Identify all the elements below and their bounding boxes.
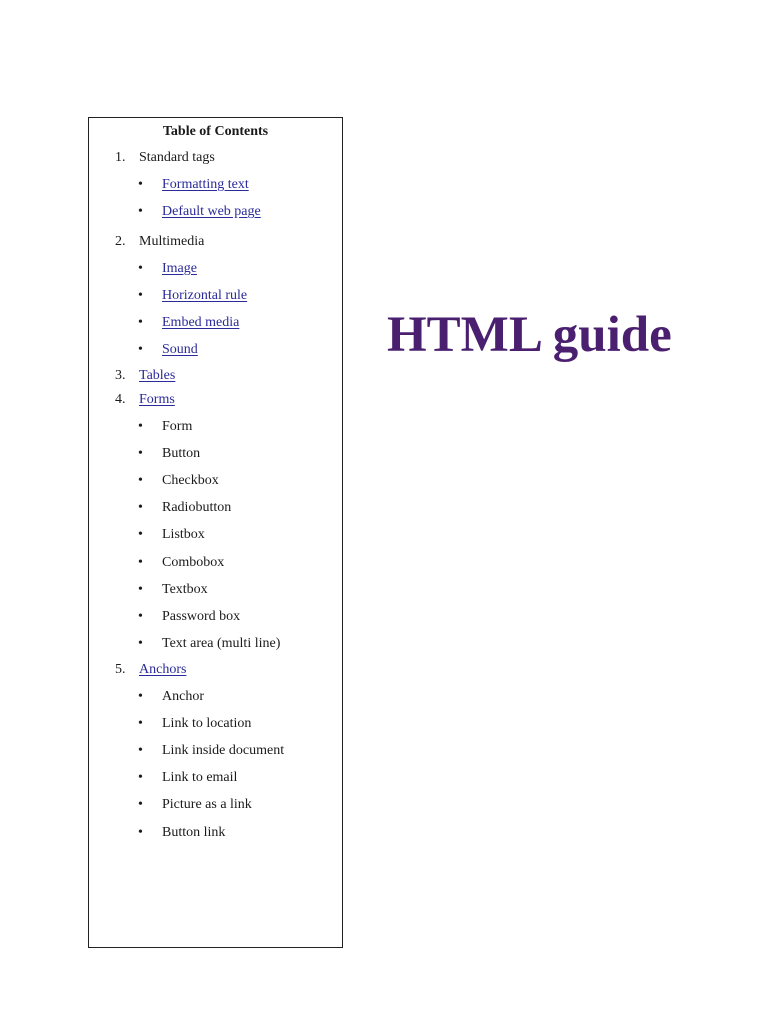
table-of-contents xyxy=(88,117,343,948)
toc-item-label: Button link xyxy=(162,824,226,840)
bullet-icon: • xyxy=(138,581,143,597)
bullet-icon: • xyxy=(138,500,143,516)
bullet-icon: • xyxy=(138,797,143,813)
bullet-icon: • xyxy=(138,635,143,651)
toc-section-link[interactable]: Tables xyxy=(139,368,176,383)
bullet-icon: • xyxy=(138,824,143,840)
toc-item-label: Textbox xyxy=(162,581,208,597)
bullet-icon: • xyxy=(138,743,143,759)
toc-section-link[interactable]: Anchors xyxy=(139,662,187,677)
toc-section-link[interactable]: Forms xyxy=(139,392,175,407)
toc-item-label: Anchor xyxy=(162,689,204,704)
bullet-icon: • xyxy=(138,288,143,304)
bullet-icon: • xyxy=(138,770,143,786)
toc-item-label: Picture as a link xyxy=(162,797,252,813)
bullet-icon: • xyxy=(138,527,143,543)
toc-item-label: Combobox xyxy=(162,554,225,570)
toc-section-number: 4. xyxy=(115,392,126,407)
bullet-icon: • xyxy=(138,177,143,192)
bullet-icon: • xyxy=(138,419,143,434)
bullet-icon: • xyxy=(138,315,143,331)
toc-item-label: Listbox xyxy=(162,527,205,543)
toc-section-label: Multimedia xyxy=(139,234,205,249)
toc-section-number: 2. xyxy=(115,234,126,249)
toc-item-label: Link inside document xyxy=(162,743,285,759)
toc-item-label: Password box xyxy=(162,608,241,624)
page-title: HTML guide xyxy=(387,307,672,363)
toc-item-label: Checkbox xyxy=(162,473,219,489)
bullet-icon: • xyxy=(138,473,143,489)
bullet-icon: • xyxy=(138,608,143,624)
bullet-icon: • xyxy=(138,689,143,704)
toc-section-number: 5. xyxy=(115,662,126,677)
toc-item-label: Button xyxy=(162,446,201,462)
toc-item-link[interactable]: Default web page xyxy=(162,204,261,220)
bullet-icon: • xyxy=(138,342,143,358)
toc-section-label: Standard tags xyxy=(139,150,215,165)
toc-heading: Table of Contents xyxy=(162,124,269,139)
toc-item-label: Text area (multi line) xyxy=(162,635,281,651)
toc-item-link[interactable]: Formatting text xyxy=(162,177,249,192)
toc-section-number: 1. xyxy=(115,150,126,165)
toc-item-link[interactable]: Horizontal rule xyxy=(162,288,248,304)
toc-item-label: Radiobutton xyxy=(162,500,232,516)
toc-item-label: Form xyxy=(162,419,193,434)
bullet-icon: • xyxy=(138,261,143,276)
toc-item-link[interactable]: Embed media xyxy=(162,315,240,331)
toc-item-label: Link to location xyxy=(162,716,252,732)
bullet-icon: • xyxy=(138,446,143,462)
toc-item-label: Link to email xyxy=(162,770,238,786)
toc-section-number: 3. xyxy=(115,368,126,383)
toc-item-link[interactable]: Image xyxy=(162,261,197,276)
bullet-icon: • xyxy=(138,554,143,570)
bullet-icon: • xyxy=(138,716,143,732)
toc-item-link[interactable]: Sound xyxy=(162,342,198,358)
bullet-icon: • xyxy=(138,204,143,220)
